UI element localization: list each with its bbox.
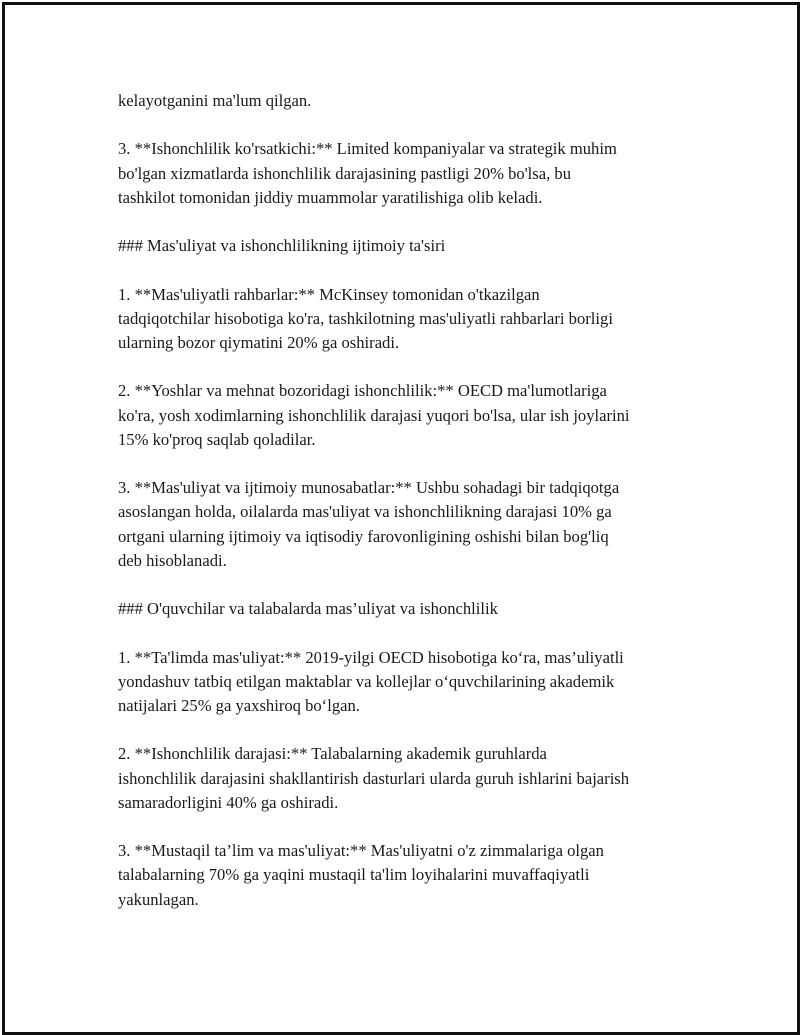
paragraph-education-responsibility: 1. **Ta'limda mas'uliyat:** 2019-yilgi OECD hisobotiga ko‘ra, mas’uliyatli yondashuv tatbiq etilgan maktablar va kollejlar o‘quvchilarining akademik natijalari 25% ga yaxshiroq bo‘lgan. [118, 647, 624, 715]
paragraph-reliability-level: 2. **Ishonchlilik darajasi:** Talabalarning akademik guruhlarda ishonchlilik darajasini shakllantirish dasturlari ularda guruh ishlarini bajarish samaradorligini 40% ga oshiradi. [118, 744, 630, 812]
paragraph-social-relations: 3. **Mas'uliyat va ijtimoiy munosabatlar:** Ushbu sohadagi bir tadqiqotga asoslangan holda, oilalarda mas'uliyat va ishonchlilikning darajasi 10% ga ortgani ularning ijtimoiy va iqtisodiy farovonligining oshishi bilan bog'liq deb hisoblanadi. [118, 478, 620, 570]
paragraph-continuation: kelayotganini ma'lum qilgan. [118, 91, 312, 110]
paragraph-responsible-leaders: 1. **Mas'uliyatli rahbarlar:** McKinsey tomonidan o'tkazilgan tadqiqotchilar hisobotiga ko'ra, tashkilotning mas'uliyatli rahbarlari borligi ularning bozor qiymatini 20% ga oshiradi. [118, 284, 613, 352]
paragraph-reliability-indicator: 3. **Ishonchlilik ko'rsatkichi:** Limited kompaniyalar va strategik muhim bo'lgan xizmatlarda ishonchlilik darajasining pastligi 20% bo'lsa, bu tashkilot tomonidan jiddiy muammolar yaratilishiga olib keladi. [118, 139, 617, 207]
section-heading-students: ### O'quvchilar va talabalarda mas’uliyat va ishonchlilik [118, 599, 498, 619]
document-body [118, 89, 688, 936]
paragraph-youth-labor-market: 2. **Yoshlar va mehnat bozoridagi ishonchlilik:** OECD ma'lumotlariga ko'ra, yosh xodimlarning ishonchlilik darajasi yuqori bo'lsa, ular ish joylarini 15% ko'proq saqlab qoladilar. [118, 381, 630, 449]
section-heading-social-impact: ### Mas'uliyat va ishonchlilikning ijtimoiy ta'siri [118, 236, 446, 256]
paragraph-independent-learning: 3. **Mustaqil ta’lim va mas'uliyat:** Mas'uliyatni o'z zimmalariga olgan talabalarning 70% ga yaqini mustaqil ta'lim loyihalarini muvaffaqiyatli yakunlagan. [118, 841, 604, 909]
